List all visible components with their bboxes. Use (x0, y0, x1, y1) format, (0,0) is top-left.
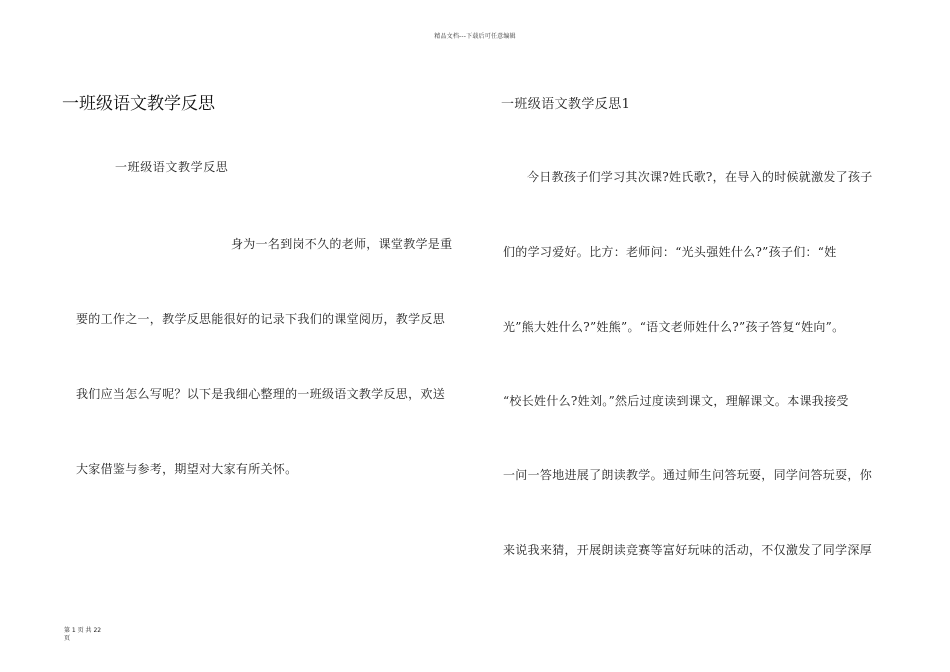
section-subtitle: 一班级语文教学反思 (115, 160, 229, 174)
right-paragraph-line-6: 来说我来猜，开展朗读竞赛等富好玩味的活动，不仅激发了同学深厚 (503, 543, 873, 557)
right-paragraph-line-3: 光”熊大姓什么?”姓熊”。“语文老师姓什么?”孩子答复“姓向”。 (503, 320, 845, 334)
right-paragraph-line-4: “校长姓什么?姓刘。”然后过度读到课文，理解课文。本课我接受 (503, 394, 849, 408)
right-paragraph-line-2: 们的学习爱好。比方：老师问：“光头强姓什么?”孩子们：“姓 (503, 245, 837, 259)
right-paragraph-line-5: 一问一答地进展了朗读教学。通过师生问答玩耍，同学问答玩耍，你 (503, 468, 873, 482)
left-paragraph-line-3: 我们应当怎么写呢？以下是我细心整理的一班级语文教学反思，欢送 (76, 387, 446, 401)
document-header-note: 精品文档---下载后可任意编辑 (434, 33, 516, 40)
left-paragraph-line-2: 要的工作之一，教学反思能很好的记录下我们的课堂阅历，教学反思 (76, 312, 446, 326)
left-paragraph-line-1: 身为一名到岗不久的老师，课堂教学是重 (231, 237, 453, 251)
left-paragraph-line-4: 大家借鉴与参考，期望对大家有所关怀。 (76, 462, 298, 476)
right-paragraph-line-1: 今日教孩子们学习其次课?姓氏歌?，在导入的时候就激发了孩子 (527, 170, 873, 184)
page-number-footer: 第 1 页 共 22 页 (64, 627, 102, 642)
page-title: 一班级语文教学反思 (62, 94, 215, 114)
right-section-title: 一班级语文教学反思1 (501, 97, 631, 112)
